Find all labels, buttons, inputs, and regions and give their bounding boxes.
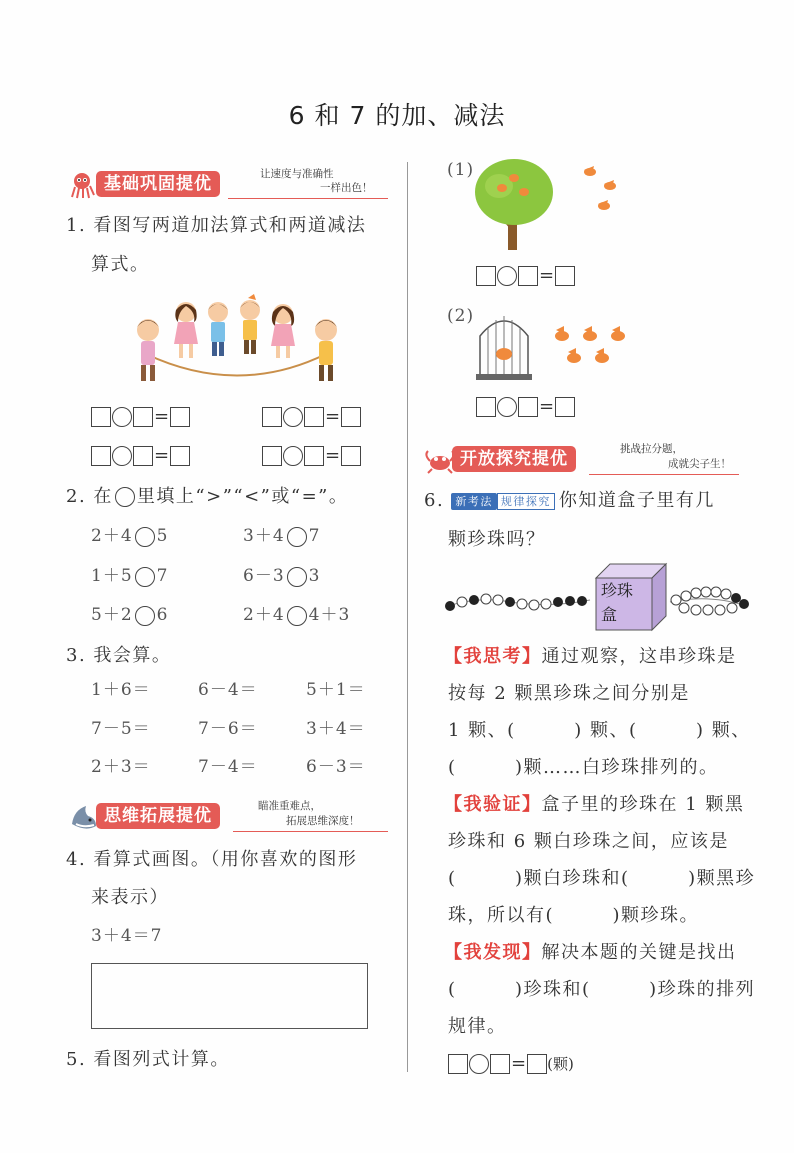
answer-box[interactable] xyxy=(262,407,282,427)
q1-text-line1: 1. 看图写两道加法算式和两道减法 xyxy=(66,215,367,236)
child-jumper-2 xyxy=(208,302,228,356)
q5-2-equation: = xyxy=(476,397,575,417)
section-underline xyxy=(233,831,388,832)
q3-item[interactable]: 5＋1＝ xyxy=(306,680,366,700)
answer-box[interactable] xyxy=(341,446,361,466)
q2-item-1: 2＋4 5 xyxy=(91,526,169,546)
answer-box[interactable] xyxy=(490,1054,510,1074)
q6-text-line1 xyxy=(424,490,715,512)
drawing-area[interactable] xyxy=(91,963,368,1029)
q6-find-line3: 规律。 xyxy=(448,1016,507,1037)
q2-item-5: 5＋2 6 xyxy=(91,605,169,625)
q6-verify-line2: 珍珠和 6 颗白珍珠之间，应该是 xyxy=(448,831,729,852)
q6-number: 6. xyxy=(424,490,445,511)
q2-item-3: 1＋5 7 xyxy=(91,566,169,586)
answer-box[interactable] xyxy=(341,407,361,427)
compare-circle[interactable] xyxy=(287,527,307,547)
answer-box[interactable] xyxy=(476,397,496,417)
q3-item[interactable]: 2＋3＝ xyxy=(91,757,151,777)
q3-label: 3. 我会算。 xyxy=(66,645,172,666)
q6-question-part1: 你知道盒子里有几 xyxy=(558,490,715,511)
q3-item[interactable]: 7－6＝ xyxy=(198,719,258,739)
answer-box[interactable] xyxy=(518,266,538,286)
q2-item-2: 3＋4 7 xyxy=(243,526,321,546)
operator-circle[interactable] xyxy=(497,266,517,286)
child-jumper-3 xyxy=(240,294,260,354)
answer-box[interactable] xyxy=(527,1054,547,1074)
tree-with-birds-illustration xyxy=(474,158,624,253)
q3-item[interactable]: 7－4＝ xyxy=(198,757,258,777)
find-tag: 【我发现】 xyxy=(444,942,542,963)
section-note-line1: 挑战拉分题， xyxy=(620,443,683,455)
q3-item[interactable]: 1＋6＝ xyxy=(91,680,151,700)
unit-label: (颗) xyxy=(547,1055,574,1073)
operator-circle[interactable] xyxy=(283,407,303,427)
answer-box[interactable] xyxy=(476,266,496,286)
child-right xyxy=(315,319,337,381)
child-jumper-1 xyxy=(174,302,198,358)
operator-circle[interactable] xyxy=(469,1054,489,1074)
q6-verify-line1: 【我验证】盒子里的珍珠在 1 颗黑 xyxy=(444,794,745,815)
answer-box[interactable] xyxy=(133,446,153,466)
answer-box[interactable] xyxy=(448,1054,468,1074)
answer-box[interactable] xyxy=(170,407,190,427)
compare-circle[interactable] xyxy=(135,527,155,547)
answer-box[interactable] xyxy=(304,446,324,466)
q2-prefix: 2. 在 xyxy=(66,486,113,507)
q6-think-line4[interactable]: ( )颗……白珍珠排列的。 xyxy=(448,757,719,778)
q3-item[interactable]: 7－5＝ xyxy=(91,719,151,739)
q3-item[interactable]: 6－4＝ xyxy=(198,680,258,700)
q6-find-line2[interactable]: ( )珍珠和( )珍珠的排列 xyxy=(448,979,756,1000)
section-note-line1: 瞄准重难点， xyxy=(258,800,321,812)
q3-item[interactable]: 6－3＝ xyxy=(306,757,366,777)
child-left xyxy=(137,319,159,381)
pattern-badge: 规律探究 xyxy=(497,493,555,510)
compare-circle[interactable] xyxy=(135,606,155,626)
q6-think-line2: 按每 2 颗黑珍珠之间分别是 xyxy=(448,683,690,704)
section-note-line2: 拓展思维深度！ xyxy=(286,815,360,827)
answer-box[interactable] xyxy=(555,266,575,286)
q2-item-4: 6－3 3 xyxy=(243,566,321,586)
compare-circle[interactable] xyxy=(287,606,307,626)
pearl-string-illustration xyxy=(440,560,754,634)
q6-text-line2: 颗珍珠吗？ xyxy=(448,529,546,550)
answer-box[interactable] xyxy=(304,407,324,427)
operator-circle[interactable] xyxy=(283,446,303,466)
answer-box[interactable] xyxy=(555,397,575,417)
birdcage-with-birds-illustration xyxy=(474,306,634,384)
section-underline xyxy=(228,198,388,199)
section-header-thinking xyxy=(68,802,393,832)
q5-sub1-label: (1) xyxy=(447,160,475,180)
q1-equation-1: = xyxy=(91,407,190,427)
page-title: 6 和 7 的加、减法 xyxy=(288,101,506,130)
section-note-line2: 成就尖子生！ xyxy=(668,458,731,470)
operator-circle[interactable] xyxy=(497,397,517,417)
compare-circle[interactable] xyxy=(135,567,155,587)
q1-equation-2: = xyxy=(262,407,361,427)
answer-box[interactable] xyxy=(91,446,111,466)
think-tag: 【我思考】 xyxy=(444,646,542,667)
outside-birds xyxy=(555,326,625,363)
q2-item-6: 2＋4 4＋3 xyxy=(243,605,351,625)
section-label: 思维拓展提优 xyxy=(96,803,220,829)
q2-suffix: 里填上“>”“<”或“=”。 xyxy=(136,486,349,507)
q5-1-equation: = xyxy=(476,266,575,286)
q6-equation: = (颗) xyxy=(448,1053,574,1074)
q6-think-line1: 【我思考】通过观察，这串珍珠是 xyxy=(444,646,737,667)
pearl-box-label-bottom: 盒 xyxy=(601,605,618,624)
answer-box[interactable] xyxy=(133,407,153,427)
column-divider xyxy=(407,162,408,1072)
compare-circle[interactable] xyxy=(287,567,307,587)
answer-box[interactable] xyxy=(262,446,282,466)
q1-equation-4: = xyxy=(262,446,361,466)
q6-verify-line3[interactable]: ( )颗白珍珠和( )颗黑珍 xyxy=(448,868,756,889)
q6-verify-line4[interactable]: 珠，所以有( )颗珍珠。 xyxy=(448,905,700,926)
pearl-box-label-top: 珍珠 xyxy=(601,581,634,600)
flying-birds xyxy=(584,166,616,210)
q1-text-line2: 算式。 xyxy=(91,254,150,275)
section-underline xyxy=(589,474,739,475)
section-header-open xyxy=(424,445,749,475)
operator-circle[interactable] xyxy=(112,446,132,466)
q5-sub2-label: (2) xyxy=(447,306,475,326)
verify-tag: 【我验证】 xyxy=(444,794,542,815)
section-note-line1: 让速度与准确性 xyxy=(260,168,334,180)
children-jump-rope-illustration xyxy=(128,292,348,392)
answer-box[interactable] xyxy=(518,397,538,417)
section-label: 开放探究提优 xyxy=(452,446,576,472)
section-note-line2: 一样出色！ xyxy=(320,182,373,194)
q4-formula: 3＋4＝7 xyxy=(91,926,163,946)
q6-find-line1: 【我发现】解决本题的关键是找出 xyxy=(444,942,737,963)
q4-text-line2: 来表示） xyxy=(91,887,169,908)
section-label: 基础巩固提优 xyxy=(96,171,220,197)
new-method-badge: 新考法 xyxy=(451,493,497,510)
pearls-right xyxy=(671,587,749,615)
circle-symbol-icon xyxy=(115,487,135,507)
answer-box[interactable] xyxy=(170,446,190,466)
q2-text xyxy=(66,486,348,508)
q5-label: 5. 看图列式计算。 xyxy=(66,1049,230,1070)
q3-item[interactable]: 3＋4＝ xyxy=(306,719,366,739)
child-jumper-4 xyxy=(271,304,295,358)
answer-box[interactable] xyxy=(91,407,111,427)
q6-think-line3[interactable]: 1 颗、( ) 颗、( ) 颗、 xyxy=(448,720,751,741)
operator-circle[interactable] xyxy=(112,407,132,427)
q1-equation-3: = xyxy=(91,446,190,466)
q4-text-line1: 4. 看算式画图。（用你喜欢的图形 xyxy=(66,849,358,870)
section-header-basic xyxy=(68,170,393,200)
